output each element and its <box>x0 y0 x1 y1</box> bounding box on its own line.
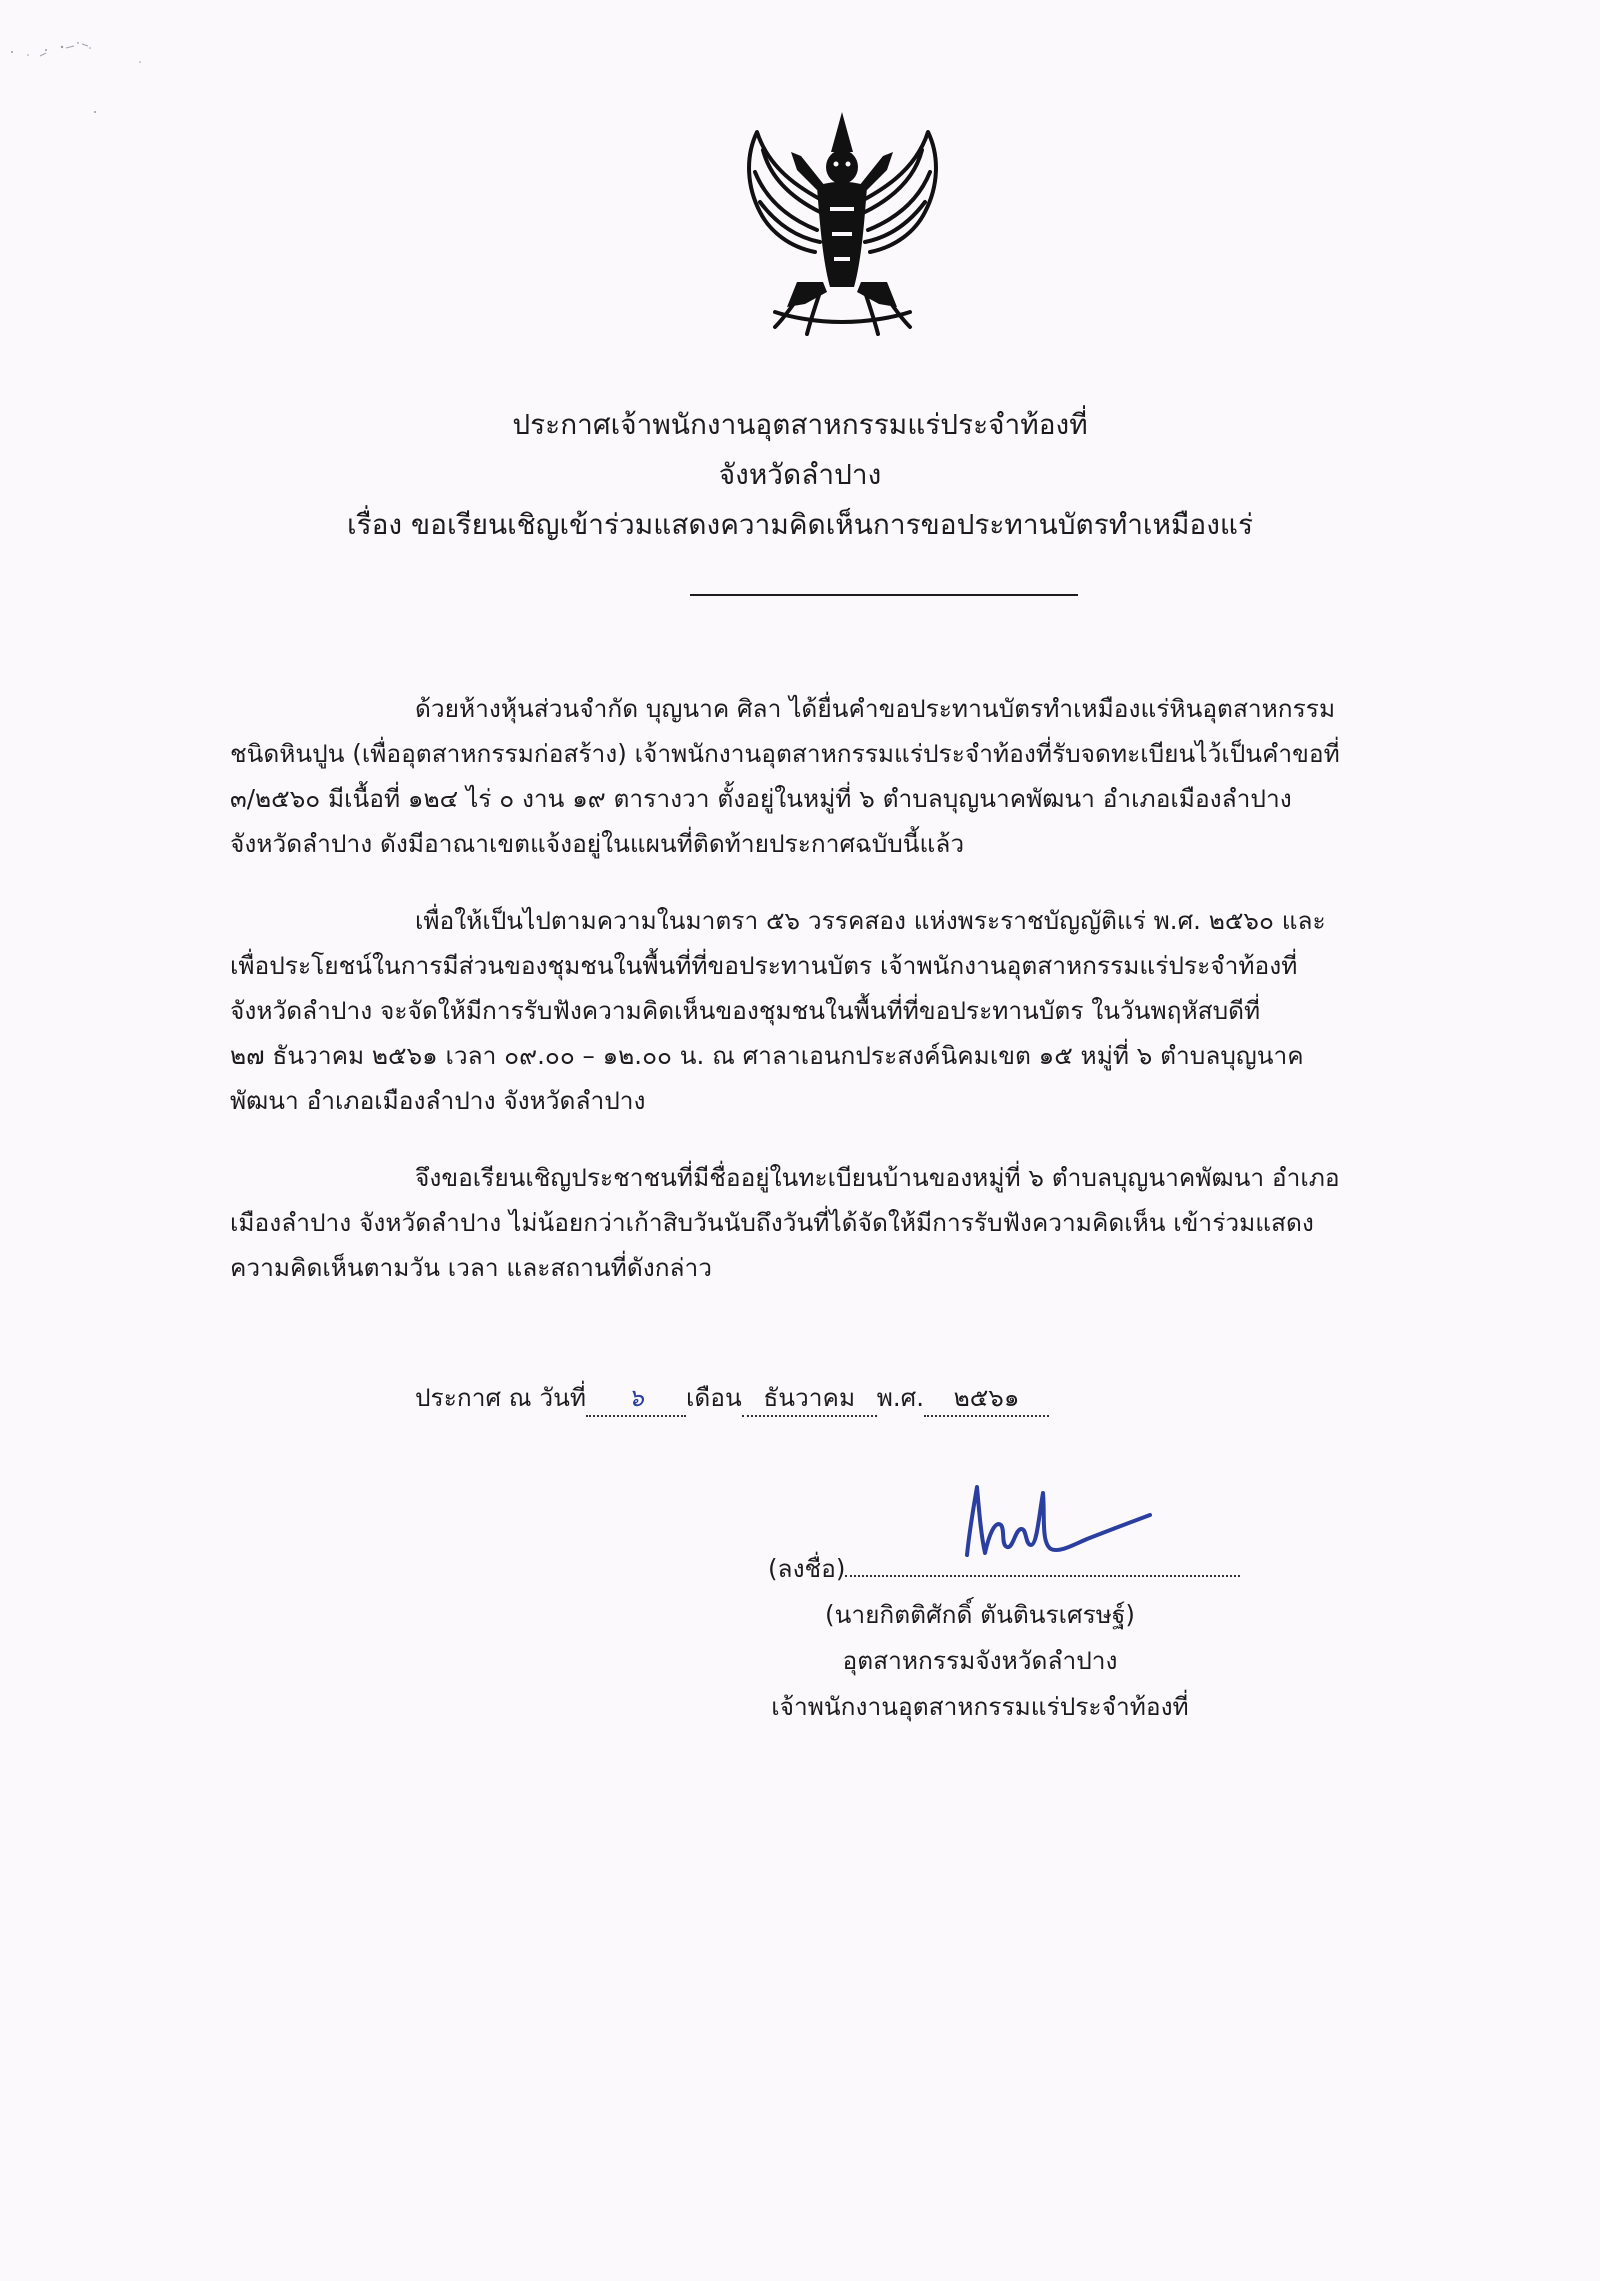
paragraph-2 <box>230 898 1480 1123</box>
heading-divider <box>690 594 1078 596</box>
issue-month-label: เดือน <box>685 1383 742 1412</box>
garuda-emblem-icon <box>735 112 950 342</box>
paragraph-line: เมืองลำปาง จังหวัดลำปาง ไม่น้อยกว่าเก้าสิบวันนับถึงวันที่ได้จัดให้มีการรับฟังความคิดเห็น เข้าร่วมแสดง <box>230 1208 1314 1237</box>
paragraph-3 <box>230 1155 1480 1290</box>
paragraph-line: จังหวัดลำปาง จะจัดให้มีการรับฟังความคิดเห็นของชุมชนในพื้นที่ที่ขอประทานบัตร ในวันพฤหัสบดีที่ <box>230 996 1261 1025</box>
sign-label: (ลงชื่อ) <box>768 1554 846 1583</box>
issue-month: ธันวาคม <box>742 1381 877 1417</box>
signature-line <box>768 1545 1240 1591</box>
paragraph-line: เพื่อให้เป็นไปตามความในมาตรา ๕๖ วรรคสอง แห่งพระราชบัญญัติแร่ พ.ศ. ๒๕๖๐ และ <box>415 906 1326 935</box>
announcement-heading <box>250 400 1350 550</box>
paragraph-line: จังหวัดลำปาง ดังมีอาณาเขตแจ้งอยู่ในแผนที่ติดท้ายประกาศฉบับนี้แล้ว <box>230 829 965 858</box>
signer-name: (นายกิตติศักดิ์ ตันตินรเศรษฐ์) <box>825 1600 1135 1629</box>
paragraph-line: ๓/๒๕๖๐ มีเนื้อที่ ๑๒๔ ไร่ ๐ งาน ๑๙ ตารางวา ตั้งอยู่ในหมู่ที่ ๖ ตำบลบุญนาคพัฒนา อำเภอเมืองลำปาง <box>230 784 1292 813</box>
paragraph-line: ด้วยห้างหุ้นส่วนจำกัด บุญนาค ศิลา ได้ยื่นคำขอประทานบัตรทำเหมืองแร่หินอุตสาหกรรม <box>415 694 1336 723</box>
heading-line-2: จังหวัดลำปาง <box>718 458 882 491</box>
paragraph-line: พัฒนา อำเภอเมืองลำปาง จังหวัดลำปาง <box>230 1086 646 1115</box>
issue-year: ๒๕๖๑ <box>924 1381 1049 1417</box>
paragraph-line: ความคิดเห็นตามวัน เวลา และสถานที่ดังกล่าว <box>230 1253 713 1282</box>
paragraph-line: ๒๗ ธันวาคม ๒๕๖๑ เวลา ๐๙.๐๐ – ๑๒.๐๐ น. ณ ศาลาเอนกประสงค์นิคมเขต ๑๕ หมู่ที่ ๖ ตำบลบุญนาค <box>230 1041 1304 1070</box>
issue-date <box>415 1375 1049 1420</box>
signer-title-2: เจ้าพนักงานอุตสาหกรรมแร่ประจำท้องที่ <box>771 1692 1189 1721</box>
heading-line-1: ประกาศเจ้าพนักงานอุตสาหกรรมแร่ประจำท้องที่ <box>512 408 1088 441</box>
paragraph-1 <box>230 686 1480 866</box>
signer-block <box>740 1592 1220 1730</box>
issue-date-label: ประกาศ ณ วันที่ <box>415 1383 586 1412</box>
signer-title-1: อุตสาหกรรมจังหวัดลำปาง <box>842 1646 1118 1675</box>
announcement-body <box>230 686 1480 1322</box>
paragraph-line: เพื่อประโยชน์ในการมีส่วนของชุมชนในพื้นที่ที่ขอประทานบัตร เจ้าพนักงานอุตสาหกรรมแร่ประจำท้องที่ <box>230 951 1298 980</box>
issue-day: ๖ <box>586 1381 686 1417</box>
issue-year-label: พ.ศ. <box>876 1383 925 1412</box>
paragraph-line: จึงขอเรียนเชิญประชาชนที่มีชื่ออยู่ในทะเบียนบ้านของหมู่ที่ ๖ ตำบลบุญนาคพัฒนา อำเภอ <box>415 1163 1340 1192</box>
scan-specks <box>0 0 160 130</box>
signature-dotted-line <box>845 1545 1240 1577</box>
heading-subject: เรื่อง ขอเรียนเชิญเข้าร่วมแสดงความคิดเห็นการขอประทานบัตรทำเหมืองแร่ <box>347 508 1253 541</box>
paragraph-line: ชนิดหินปูน (เพื่ออุตสาหกรรมก่อสร้าง) เจ้าพนักงานอุตสาหกรรมแร่ประจำท้องที่รับจดทะเบียนไว้เป็นคำขอที่ <box>230 739 1340 768</box>
